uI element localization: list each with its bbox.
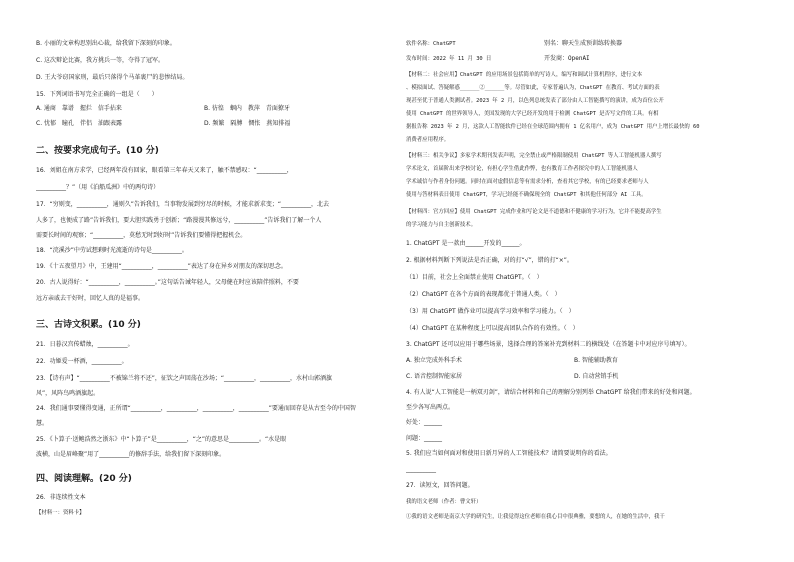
- reading-question-4-line-1: 4. 有人说“人工智能是一柄双刃剑”，请结合材料和自己的理解分别列举 ChatGPT 给我们带来的好处和问题。: [406, 389, 696, 396]
- reading-question-2-item-4: （4）ChatGPT 在某种程度上可以提高团队合作的有效性。（ ）: [406, 325, 579, 332]
- question-19: 19．《十五夜望月》中，王建用“__________，__________”表达了身在异乡对朋友的深切思念。: [36, 263, 287, 270]
- passage-paragraph-1: ①我的语文老师是南京大学的研究生，让我觉得这位老师在我心目中很典雅，要想的人，在她的生活中，我干: [406, 514, 665, 520]
- option-b-sentence: B. 小丽的文章构思别出心裁，给我留下深刻的印象。: [36, 40, 176, 47]
- section-4-heading: 四、阅读理解。(20 分): [36, 474, 132, 484]
- question-18: 18．“浣溪沙”中劳试想剩时光流逝的诗句是__________。: [36, 247, 188, 254]
- material-1-label: 【材料一：资料卡】: [36, 510, 85, 516]
- reading-question-1: 1. ChatGPT 是一款由______开发的______。: [406, 240, 526, 247]
- question-20-line-1: 20．古人说得好：“__________，__________。”这句话告诫年轻人，父母健在时应该陪伴照料，不要: [36, 279, 299, 286]
- question-15-option-a: A. 通商 靠谱 握拦 信手拈来: [36, 105, 122, 112]
- material-2-line-4: 使用 ChatGPT 的世界领导人，美国发现的大学已经开发的用于检测 ChatGPT 是否写文件的工具。有相: [406, 111, 659, 117]
- reading-question-3-option-c: C. 语音控制智能家居: [406, 373, 463, 380]
- question-16-line-2: __________？”（用《泊船瓜洲》中的两句诗）: [36, 184, 160, 191]
- material-2-line-1: 【材料二：社会应用】ChatGPT 的应用场景包括简单的写诗人，编写和调试计算机程序，进行文本: [406, 72, 643, 78]
- option-c-sentence: C. 这次辩论比赛，我方挑兵一等，夺得了冠军。: [36, 57, 165, 64]
- question-25-line-1: 25．《卜算子·送鲍浩然之浙东》中“卜算子”是__________，“之”的意思是__________。“水是眼: [36, 436, 287, 443]
- question-16-line-1: 16．刘姐在南方求学，已经两年没有回家，眼看第三年春天又来了，触不禁感叹：“__________，: [36, 167, 293, 174]
- left-column: [36, 0, 376, 562]
- material-2-line-5: 据报告称 2023 年 2 月，这款人工智能软件已经在全球范围内拥有 1 亿名用户，成为 ChatGPT 用户上增长最快的 60: [406, 124, 700, 130]
- material-3-line-4: 使用与答材料表日使用 ChatGPT，学习已经能不确保现全的 ChatGPT 和其他任何部分 AI 工具。: [406, 192, 647, 198]
- question-23-line-2: 风”，风阵鸟鸣酒旗起。: [36, 390, 100, 397]
- reading-question-3-option-a: A. 独立完成外科手术: [406, 357, 462, 364]
- reading-question-2-item-1: （1）目前，社会上全面禁止使用 ChatGPT。（ ）: [406, 274, 543, 281]
- reading-question-4-problems: 问题：______: [406, 435, 443, 442]
- question-24-line-2: 慧。: [36, 420, 49, 427]
- question-24-line-1: 24．我们通事要懂得变通，正所谓“__________，__________，__________，__________”要通而回存是从古至今的中国智: [36, 405, 356, 412]
- material-3-line-1: 【材料三：相关争议】多家学术期刊发表声明，完全禁止或严格限制使用 ChatGPT 等人工智能机器人撰写: [406, 153, 662, 159]
- software-name: 软件名称：ChatGPT: [406, 41, 456, 47]
- question-15-option-b: B. 彷徨 蝈内 教萍 青面獠牙: [204, 105, 290, 112]
- reading-question-5-answer-line: __________: [406, 466, 436, 473]
- question-15-option-d: D. 频繁 隔膊 惆怅 燕知排福: [204, 120, 291, 127]
- material-2-line-6: 消费者应用程序。: [406, 137, 450, 143]
- question-26: 26．非连续性文本: [36, 494, 86, 501]
- question-23-line-1: 23．【诗有声】“__________不被锦兰将不还”，征饮之声回荡在沙场；“__________，__________，水村山郭酒旗: [36, 375, 332, 382]
- reading-question-3: 3. ChatGPT 还可以应用于哪些场景，选择合理的答案补充到材料二的横线处（在答题卡中对应序号填写）。: [406, 341, 691, 348]
- reading-question-4-benefits: 好处：______: [406, 419, 443, 426]
- reading-question-5: 5. 我们应当如何面对和使用日新月异的人工智能技术？请简要说明你的看法。: [406, 450, 612, 457]
- reading-question-4-line-2: 至少各写出两点。: [406, 404, 455, 411]
- right-column: [406, 0, 762, 562]
- question-15: 15．下列词语书写完全正确的一组是（ ）: [36, 91, 158, 98]
- reading-question-2: 2. 根据材料判断下列说法是否正确，对的打“√”，错的打“×”。: [406, 257, 573, 264]
- question-15-option-c: C. 忧郁 瞳孔 伴侣 油跟表露: [36, 120, 123, 127]
- question-25-line-2: 波横，山是眉峰聚”用了__________的修辞手法，给我们留下深刻印象。: [36, 451, 226, 458]
- section-2-heading: 二、按要求完成句子。(10 分): [36, 146, 159, 156]
- passage-title: 我的语文老师（作者：曹文轩）: [406, 499, 482, 505]
- question-20-line-2: 远方亲戚去干好时，回忆人真的是福事。: [36, 295, 145, 302]
- reading-question-3-option-b: B. 智能辅助教育: [574, 357, 618, 364]
- reading-question-2-item-3: （3）用 ChatGPT 做作业可以提高学习效率和学习能力。（ ）: [406, 308, 575, 315]
- question-21: 21．日暮汉宫传蜡烛，__________。: [36, 341, 134, 348]
- material-2-line-3: 现甚至优于普通人类测试者。2023 年 2 月，以色列总统发表了部分由人工智能撰写的演讲，成为首位公开: [406, 98, 664, 104]
- question-17-line-3: 需要长时间的观察；“__________，莫愁无时到好时”告诉我们要懂得把握机会。: [36, 232, 247, 239]
- material-2-line-2: 、模拟面试、答疑解惑______②______等。尽管如此，专家普遍认为，ChatGPT 在教育、考试方面的表: [406, 85, 660, 91]
- question-22: 22．功姬爱一杯酒，__________。: [36, 358, 128, 365]
- question-17-line-1: 17．“穷则变，__________，通则久”告诉我们，当事物发展到穷尽的时候，才能求新求变；“__________，北去: [36, 201, 329, 208]
- material-4-line-2: 的学习能力与自主创新技术。: [406, 222, 477, 228]
- developer: 开发商：OpenAI: [544, 55, 590, 62]
- question-27: 27．读短文，回答问题。: [406, 482, 474, 489]
- option-d-sentence: D. 王大爷窃国家刑，最后只落得个马革裹尸的悲惨结局。: [36, 74, 189, 81]
- release-date: 发布时间：2022 年 11 月 30 日: [406, 56, 492, 62]
- material-3-line-2: 学术论文，首届阶出来学校讨论，有担心学生借此作弊，也有教育工作者探究中的人工智能机器人: [406, 166, 638, 172]
- material-4-line-1: 【材料四：官方回应】使用 ChatGPT 完成作业和写论文是不道德和不健康的学习行为，它并不能提高学生: [406, 209, 662, 215]
- section-3-heading: 三、古诗文积累。(10 分): [36, 320, 141, 330]
- question-17-line-2: 人多了，也便成了路”告诉我们，要大胆实践勇于创新；“路漫漫其修远兮，__________”告诉我们了解一个人: [36, 217, 322, 224]
- reading-question-2-item-2: （2）ChatGPT 在各个方面的表现都优于普通人类。（ ）: [406, 291, 561, 298]
- material-3-line-3: 学术诚信与作者身份问题。同时在面对虚假信息等有需求分析，查看其它学校，有的已经要求老师与人: [406, 179, 649, 185]
- reading-question-3-option-d: D. 自动营销手机: [574, 373, 619, 380]
- software-alias: 别名：聊天生成预训练转换器: [544, 40, 623, 47]
